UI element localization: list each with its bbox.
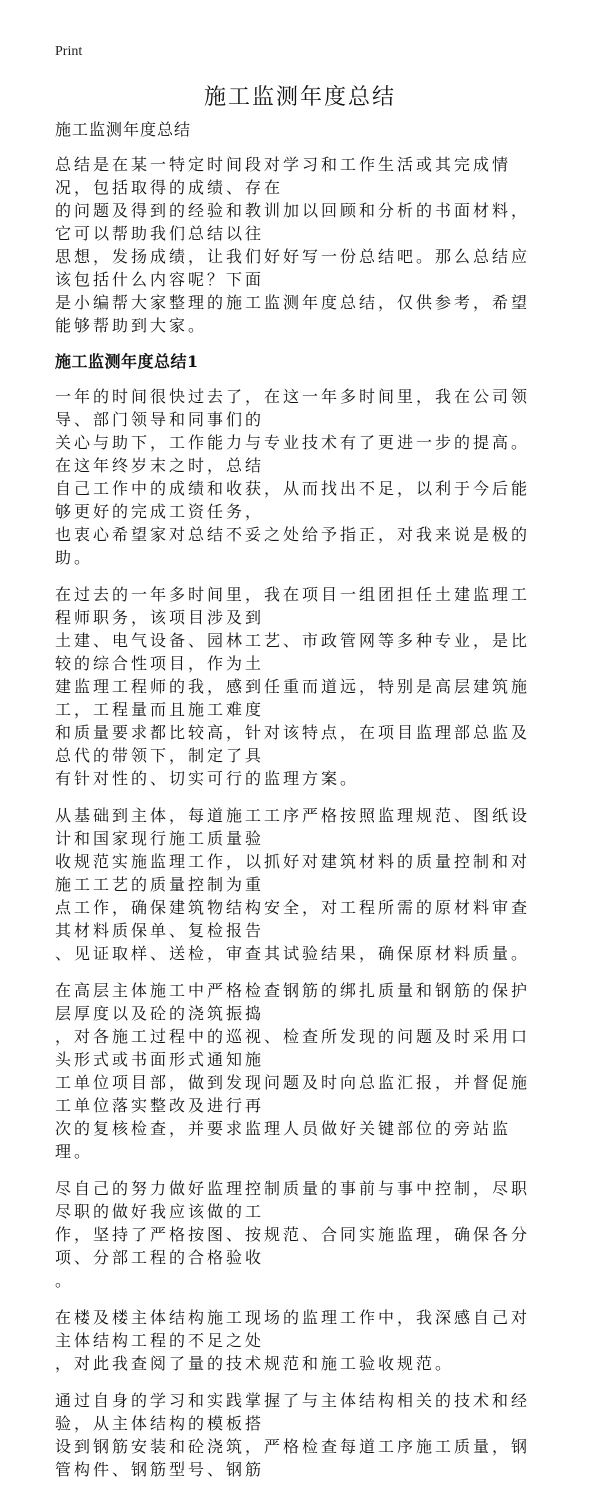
body-paragraph [55,1306,545,1375]
text-line: 设到钢筋安装和砼浇筑，严格检查每道工序施工质量，钢管构件、钢筋型号、钢筋 [55,1437,531,1479]
text-line: 和质量要求都比较高，针对该特点，在项目监理部总监及总代的带领下，制定了具 [55,723,531,765]
intro-paragraph [55,153,545,337]
text-line: 也衷心希望家对总结不妥之处给予指正，对我来说是极的助。 [55,525,531,567]
text-line: 是小编帮大家整理的施工监测年度总结，仅供参考，希望能够帮助到大家。 [55,293,531,335]
body-paragraph [55,804,545,965]
text-line: 一年的时间很快过去了，在这一年多时间里，我在公司领导、部门领导和同事们的 [55,387,531,429]
text-line: 自己工作中的成绩和收获，从而找出不足，以利于今后能够更好的完成工资任务， [55,479,531,521]
text-line: 关心与助下，工作能力与专业技术有了更进一步的提高。在这年终岁末之时，总结 [55,433,531,475]
text-line: 的问题及得到的经验和教训加以回顾和分析的书面材料，它可以帮助我们总结以往 [55,201,531,243]
text-line: 尽自己的努力做好监理控制质量的事前与事中控制，尽职尽职的做好我应该做的工 [55,1179,531,1221]
text-line: 。 [55,1271,75,1290]
text-line: 次的复核检查，并要求监理人员做好关键部位的旁站监理。 [55,1119,512,1161]
section-heading: 施工监测年度总结1 [55,352,199,371]
body-paragraph [55,583,545,790]
document-body [55,119,545,1495]
text-line: ，对各施工过程中的巡视、检查所发现的问题及时采用口头形式或书面形式通知施 [55,1027,531,1069]
print-link[interactable]: Print [55,44,83,59]
text-line: 在高层主体施工中严格检查钢筋的绑扎质量和钢筋的保护层厚度以及砼的浇筑振捣 [55,981,531,1023]
document-title: 施工监测年度总结 [203,85,396,110]
text-line: 有针对性的、切实可行的监理方案。 [55,769,360,788]
body-paragraph [55,1389,545,1481]
text-line: 点工作，确保建筑物结构安全，对工程所需的原材料审查其材料质保单、复检报告 [55,898,531,940]
text-line: 作，坚持了严格按图、按规范、合同实施监理，确保各分项、分部工程的合格验收 [55,1225,531,1267]
text-line: 思想，发扬成绩，让我们好好写一份总结吧。那么总结应该包括什么内容呢？下面 [55,247,531,289]
document-subtitle: 施工监测年度总结 [55,120,192,139]
text-line: 建监理工程师的我，感到任重而道远，特别是高层建筑施工，工程量而且施工难度 [55,677,531,719]
text-line: 总结是在某一特定时间段对学习和工作生活或其完成情况，包括取得的成绩、存在 [55,155,512,197]
text-line: 从基础到主体，每道施工工序严格按照监理规范、图纸设计和国家现行施工质量验 [55,806,531,848]
body-paragraph [55,385,545,569]
body-paragraph [55,979,545,1163]
text-line: 收规范实施监理工作，以抓好对建筑材料的质量控制和对施工工艺的质量控制为重 [55,852,531,894]
text-line: 在过去的一年多时间里，我在项目一组团担任土建监理工程师职务，该项目涉及到 [55,585,531,627]
text-line: 土建、电气设备、园林工艺、市政管网等多种专业，是比较的综合性项目，作为土 [55,631,531,673]
text-line: 、见证取样、送检，审查其试验结果，确保原材料质量。 [55,944,531,963]
text-line: 工单位项目部，做到发现问题及时向总监汇报，并督促施工单位落实整改及进行再 [55,1073,531,1115]
text-line: 在楼及楼主体结构施工现场的监理工作中，我深感自己对主体结构工程的不足之处 [55,1308,531,1350]
body-paragraph [55,1177,545,1292]
text-line: ，对此我查阅了量的技术规范和施工验收规范。 [55,1354,455,1373]
section-paragraphs [55,385,545,1481]
text-line: 通过自身的学习和实践掌握了与主体结构相关的技术和经验，从主体结构的模板搭 [55,1391,531,1433]
